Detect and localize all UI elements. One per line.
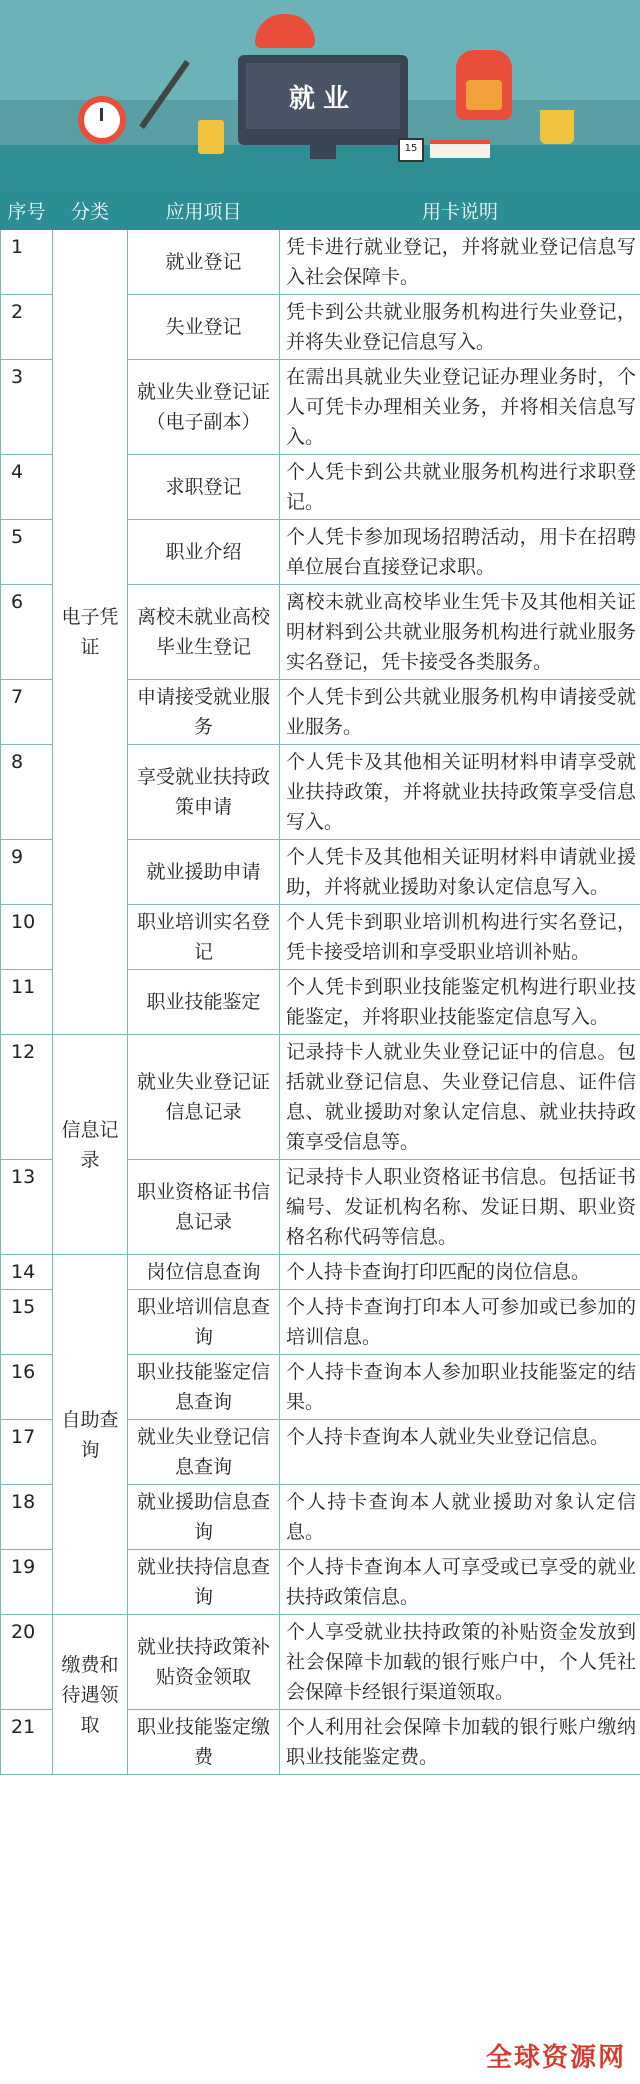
header-item: 应用项目	[128, 191, 280, 230]
backpack-icon	[456, 50, 512, 120]
table-row	[1, 1615, 640, 1710]
row-item: 职业资格证书信息记录	[128, 1160, 280, 1255]
row-item: 岗位信息查询	[128, 1255, 280, 1290]
calculator-icon	[198, 120, 224, 154]
employment-card-table	[0, 190, 640, 1775]
header-category: 分类	[53, 191, 128, 230]
row-no: 10	[1, 905, 53, 970]
row-desc: 离校未就业高校毕业生凭卡及其他相关证明材料到公共就业服务机构进行就业服务实名登记，凭卡接受各类服务。	[280, 585, 640, 680]
row-item: 职业培训实名登记	[128, 905, 280, 970]
row-no: 18	[1, 1485, 53, 1550]
row-item: 职业介绍	[128, 520, 280, 585]
row-item: 失业登记	[128, 295, 280, 360]
row-item: 就业失业登记信息查询	[128, 1420, 280, 1485]
row-desc: 个人持卡查询本人可享受或已享受的就业扶持政策信息。	[280, 1550, 640, 1615]
row-item: 就业扶持信息查询	[128, 1550, 280, 1615]
row-no: 15	[1, 1290, 53, 1355]
category-cell: 信息记录	[53, 1035, 128, 1255]
row-item: 就业失业登记证（电子副本）	[128, 360, 280, 455]
row-no: 8	[1, 745, 53, 840]
row-no: 17	[1, 1420, 53, 1485]
row-no: 3	[1, 360, 53, 455]
row-no: 19	[1, 1550, 53, 1615]
row-item: 申请接受就业服务	[128, 680, 280, 745]
category-cell: 缴费和待遇领取	[53, 1615, 128, 1775]
row-item: 职业技能鉴定缴费	[128, 1710, 280, 1775]
books-icon	[430, 140, 490, 158]
row-desc: 个人凭卡到职业培训机构进行实名登记，凭卡接受培训和享受职业培训补贴。	[280, 905, 640, 970]
row-no: 2	[1, 295, 53, 360]
row-no: 11	[1, 970, 53, 1035]
row-item: 就业失业登记证信息记录	[128, 1035, 280, 1160]
row-desc: 在需出具就业失业登记证办理业务时，个人可凭卡办理相关业务，并将相关信息写入。	[280, 360, 640, 455]
row-no: 14	[1, 1255, 53, 1290]
row-desc: 个人凭卡及其他相关证明材料申请享受就业扶持政策，并将就业扶持政策享受信息写入。	[280, 745, 640, 840]
table-row	[1, 1255, 640, 1290]
row-item: 享受就业扶持政策申请	[128, 745, 280, 840]
row-no: 12	[1, 1035, 53, 1160]
header-desc: 用卡说明	[280, 191, 640, 230]
row-desc: 个人享受就业扶持政策的补贴资金发放到社会保障卡加载的银行账户中，个人凭社会保障卡经银行渠道领取。	[280, 1615, 640, 1710]
header-no: 序号	[1, 191, 53, 230]
row-item: 就业扶持政策补贴资金领取	[128, 1615, 280, 1710]
banner-title: 就业	[288, 83, 357, 114]
row-desc: 个人持卡查询打印匹配的岗位信息。	[280, 1255, 640, 1290]
row-no: 4	[1, 455, 53, 520]
mug-icon	[540, 110, 574, 144]
row-desc: 记录持卡人就业失业登记证中的信息。包括就业登记信息、失业登记信息、证件信息、就业援助对象认定信息、就业扶持政策享受信息等。	[280, 1035, 640, 1160]
calendar-icon: 15	[398, 138, 424, 162]
row-no: 16	[1, 1355, 53, 1420]
row-desc: 个人凭卡参加现场招聘活动，用卡在招聘单位展台直接登记求职。	[280, 520, 640, 585]
row-desc: 个人凭卡到公共就业服务机构进行求职登记。	[280, 455, 640, 520]
row-no: 6	[1, 585, 53, 680]
row-no: 21	[1, 1710, 53, 1775]
row-no: 7	[1, 680, 53, 745]
row-no: 20	[1, 1615, 53, 1710]
row-desc: 个人利用社会保障卡加载的银行账户缴纳职业技能鉴定费。	[280, 1710, 640, 1775]
row-desc: 个人持卡查询本人就业援助对象认定信息。	[280, 1485, 640, 1550]
category-cell: 电子凭证	[53, 230, 128, 1035]
alarm-clock-icon	[78, 96, 126, 144]
row-desc: 个人凭卡及其他相关证明材料申请就业援助，并将就业援助对象认定信息写入。	[280, 840, 640, 905]
row-item: 职业技能鉴定	[128, 970, 280, 1035]
table-row	[1, 1035, 640, 1160]
row-desc: 个人持卡查询本人参加职业技能鉴定的结果。	[280, 1355, 640, 1420]
row-desc: 凭卡进行就业登记，并将就业登记信息写入社会保障卡。	[280, 230, 640, 295]
row-item: 就业援助信息查询	[128, 1485, 280, 1550]
header-banner	[0, 0, 640, 190]
row-item: 离校未就业高校毕业生登记	[128, 585, 280, 680]
row-no: 1	[1, 230, 53, 295]
row-no: 5	[1, 520, 53, 585]
row-desc: 凭卡到公共就业服务机构进行失业登记，并将失业登记信息写入。	[280, 295, 640, 360]
row-item: 就业登记	[128, 230, 280, 295]
category-cell: 自助查询	[53, 1255, 128, 1615]
row-item: 职业培训信息查询	[128, 1290, 280, 1355]
row-desc: 个人凭卡到公共就业服务机构申请接受就业服务。	[280, 680, 640, 745]
row-no: 9	[1, 840, 53, 905]
row-desc: 个人持卡查询打印本人可参加或已参加的培训信息。	[280, 1290, 640, 1355]
row-item: 职业技能鉴定信息查询	[128, 1355, 280, 1420]
row-item: 就业援助申请	[128, 840, 280, 905]
monitor-icon	[238, 55, 408, 145]
row-item: 求职登记	[128, 455, 280, 520]
site-watermark: 全球资源网	[486, 2037, 626, 2074]
row-desc: 个人持卡查询本人就业失业登记信息。	[280, 1420, 640, 1485]
table-header-row	[1, 191, 640, 230]
row-no: 13	[1, 1160, 53, 1255]
table-row	[1, 230, 640, 295]
row-desc: 个人凭卡到职业技能鉴定机构进行职业技能鉴定，并将职业技能鉴定信息写入。	[280, 970, 640, 1035]
row-desc: 记录持卡人职业资格证书信息。包括证书编号、发证机构名称、发证日期、职业资格名称代码等信息。	[280, 1160, 640, 1255]
